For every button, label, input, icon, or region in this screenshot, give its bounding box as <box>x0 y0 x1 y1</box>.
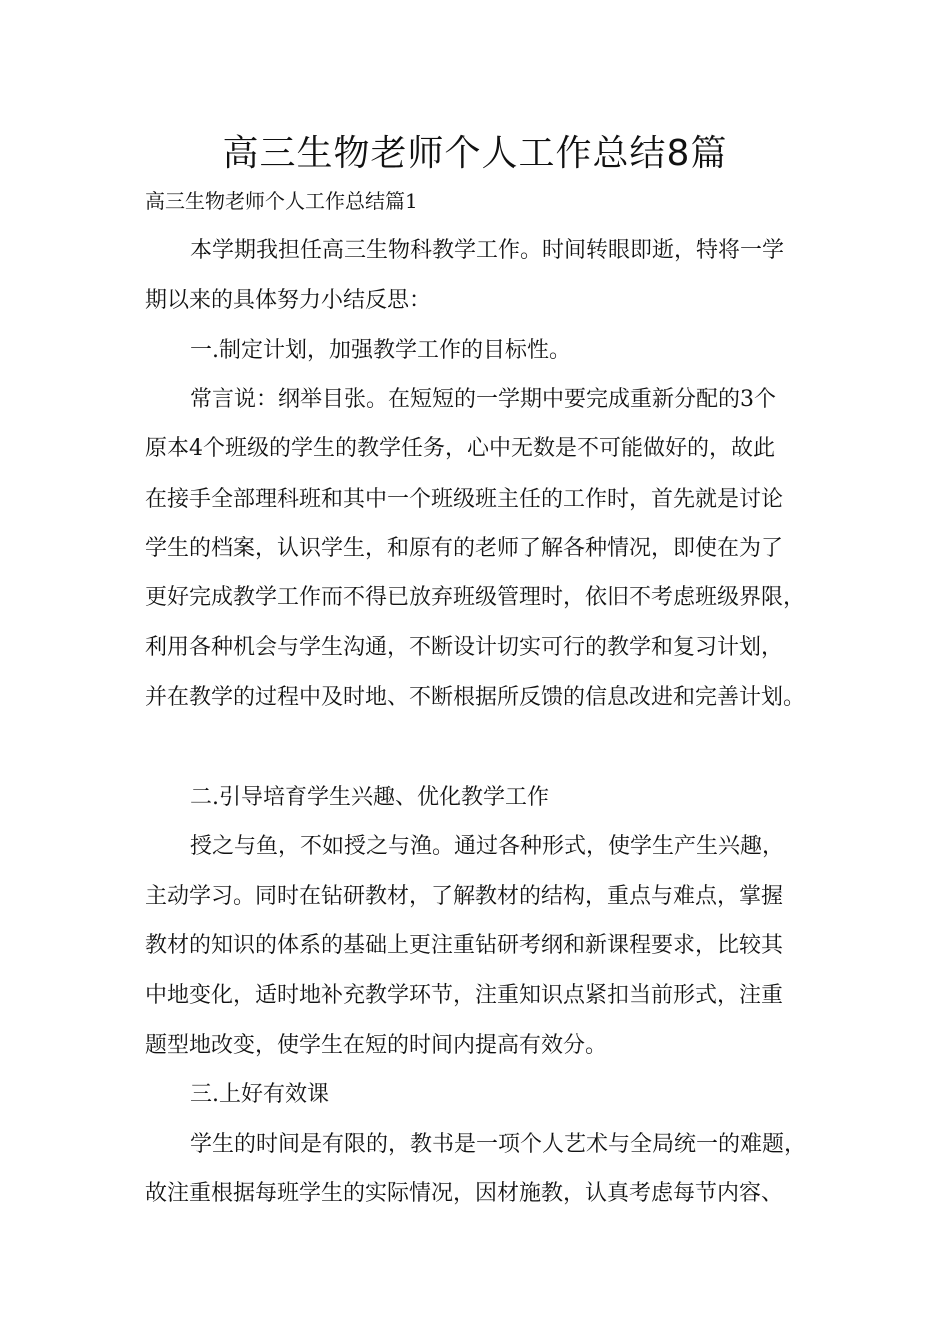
paragraph-line: 中地变化，适时地补充教学环节，注重知识点紧扣当前形式，注重 <box>145 983 784 1008</box>
paragraph-line: 本学期我担任高三生物科教学工作。时间转眼即逝，特将一学 <box>190 238 785 263</box>
subheading: 三.上好有效课 <box>190 1082 329 1107</box>
paragraph-line: 主动学习。同时在钻研教材，了解教材的结构，重点与难点，掌握 <box>145 884 784 909</box>
paragraph-line: 题型地改变，使学生在短的时间内提高有效分。 <box>145 1033 608 1058</box>
paragraph-line: 更好完成教学工作而不得已放弃班级管理时，依旧不考虑班级界限， <box>145 585 806 610</box>
paragraph-line: 原本4个班级的学生的教学任务，心中无数是不可能做好的，故此 <box>145 436 775 461</box>
paragraph-line: 并在教学的过程中及时地、不断根据所反馈的信息改进和完善计划。 <box>145 685 806 710</box>
paragraph-line: 故注重根据每班学生的实际情况，因材施教，认真考虑每节内容、 <box>145 1181 784 1206</box>
paragraph-line: 期以来的具体努力小结反思： <box>145 288 432 313</box>
paragraph-line: 学生的档案，认识学生，和原有的老师了解各种情况，即使在为了 <box>145 536 784 561</box>
subheading: 一.制定计划，加强教学工作的目标性。 <box>190 338 571 363</box>
subheading: 二.引导培育学生兴趣、优化教学工作 <box>190 785 549 810</box>
paragraph-line: 常言说：纲举目张。在短短的一学期中要完成重新分配的3个 <box>190 387 776 412</box>
paragraph-line: 学生的时间是有限的，教书是一项个人艺术与全局统一的难题， <box>190 1132 807 1157</box>
document-title: 高三生物老师个人工作总结8篇 <box>222 133 728 174</box>
paragraph-line: 授之与鱼，不如授之与渔。通过各种形式，使学生产生兴趣， <box>190 834 785 859</box>
paragraph-line: 在接手全部理科班和其中一个班级班主任的工作时，首先就是讨论 <box>145 487 784 512</box>
section-heading: 高三生物老师个人工作总结篇1 <box>145 189 418 213</box>
paragraph-line: 利用各种机会与学生沟通，不断设计切实可行的教学和复习计划， <box>145 635 784 660</box>
paragraph-line: 教材的知识的体系的基础上更注重钻研考纲和新课程要求，比较其 <box>145 933 784 958</box>
